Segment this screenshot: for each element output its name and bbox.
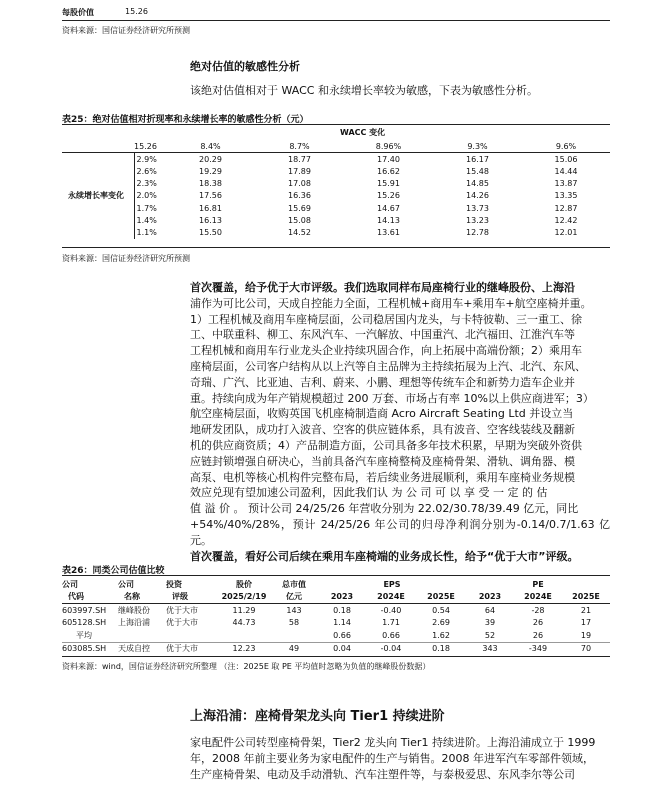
body-line: 机的供应商资质；4）产品制造方面，公司具备多年技术积累，早期为突破外资供 (190, 438, 582, 452)
wacc-header: WACC 变化 (340, 128, 386, 137)
growth-value: 2.0% (134, 190, 166, 202)
body-line: 效应兑现有望加速公司盈利，因此我们认 为 公 司 可 以 享 受 一 定 的 估 (190, 486, 548, 500)
body-line: 高泵、电机等核心机构件完整布局，若后续业务进展顺利，乘用车座椅业务规模 (190, 470, 575, 484)
growth-value: 1.7% (134, 202, 166, 214)
cell: 16.81 (199, 203, 222, 213)
growth-value: 1.4% (134, 214, 166, 226)
cell: 优于大市 (166, 644, 198, 654)
cell: 343 (482, 644, 498, 654)
cell (166, 629, 218, 642)
header-row (62, 591, 610, 604)
cell: 14.67 (377, 203, 400, 213)
cell: 19.29 (199, 166, 222, 176)
cell: 1.14 (333, 618, 351, 628)
cell: 49 (288, 644, 300, 654)
cell: 优于大市 (166, 618, 198, 628)
body-paragraph (190, 280, 610, 564)
cell: 12.23 (232, 644, 256, 654)
cell (270, 629, 318, 642)
cell: 20.29 (199, 154, 222, 164)
cell: 0.66 (333, 630, 351, 640)
wacc-value: 8.4% (200, 141, 221, 151)
table-row (62, 165, 610, 177)
cell: 44.73 (232, 618, 256, 628)
cell: 13.87 (554, 179, 578, 189)
source-note: 资料来源：wind，国信证券经济研究所整理 （注：2025E 取 PE 平均值时忽略为负值的继峰股份数据） (62, 662, 431, 671)
source-note: 资料来源：国信证券经济研究所预测 (62, 26, 190, 35)
cell (118, 629, 166, 642)
cell: 1.71 (382, 618, 400, 628)
cell: 1.62 (432, 630, 450, 640)
cell: -28 (531, 605, 545, 615)
cell: 14.52 (288, 227, 311, 237)
body-line: 年，2008 年前主要业务为家电配件的生产与销售。2008 年进军汽车零部件领域， (190, 751, 594, 765)
col-header: 2024E (524, 592, 552, 602)
cell: 603085.SH (62, 644, 107, 654)
cell: 26 (532, 630, 544, 640)
cell: -0.40 (380, 605, 402, 615)
cell (218, 629, 270, 642)
cell: 15.06 (554, 154, 578, 164)
col-header: 2025/2/19 (221, 592, 267, 602)
cell: 17.40 (377, 154, 400, 164)
cell: 平均 (76, 630, 92, 640)
cell: 15.08 (288, 215, 311, 225)
cell: 上海沿浦 (118, 618, 150, 628)
cell: 15.48 (466, 166, 489, 176)
cell: 0.66 (382, 630, 400, 640)
col-header: 名称 (124, 592, 140, 602)
col-header-eps: EPS (383, 579, 401, 589)
table-row (62, 214, 610, 226)
wacc-value: 9.6% (555, 141, 577, 151)
table-row (62, 202, 610, 214)
body-line: 座椅层面，公司客户结构从以上汽等自主品牌为主持续拓展为上汽、北汽、东风、 (190, 359, 586, 373)
table-top-rule (62, 124, 610, 125)
growth-value: 2.3% (134, 178, 166, 190)
table-bottom-rule (62, 656, 610, 657)
body-line: 浦作为可比公司，天成自控能力全面，工程机械+商用车+乘用车+航空座椅并重。 (190, 296, 592, 310)
cell: 16.62 (377, 166, 400, 176)
body-line: 首次覆盖，看好公司后续在乘用车座椅端的业务成长性，给予“优于大市”评级。 (190, 549, 579, 563)
cell: 12.42 (554, 215, 578, 225)
cell: -0.04 (380, 644, 402, 654)
col-header: 2023 (478, 592, 502, 602)
body-line: 首次覆盖，给予优于大市评级。我们选取同样布局座椅行业的继峰股份、上海沿 (190, 281, 575, 294)
cell: 17.08 (288, 179, 311, 189)
table-row (62, 617, 610, 630)
body-line: 家电配件公司转型座椅骨架，Tier2 龙头向 Tier1 持续进阶。上海沿浦成立于 1999 (190, 736, 596, 749)
body-line: 值 溢 价 。 预计公司 24/25/26 年营收分别为 22.02/30.78/39.49 亿元，同比 (190, 502, 579, 516)
col-header: 2025E (427, 592, 455, 602)
cell: 0.04 (333, 644, 351, 654)
cell: 13.23 (466, 215, 489, 225)
table-row (62, 190, 610, 202)
col-header-pe: PE (532, 579, 544, 589)
cell: 15.50 (199, 227, 222, 237)
cell: 0.18 (333, 605, 351, 615)
table-row (62, 604, 610, 617)
body-line: 航空座椅层面，收购英国飞机座椅制造商 Acro Aircraft Seating Ltd 并设立当 (190, 407, 574, 421)
cell: 14.44 (554, 166, 578, 176)
source-note: 资料来源：国信证券经济研究所预测 (62, 254, 190, 263)
cell: 18.38 (199, 179, 222, 189)
section-heading: 绝对估值的敏感性分析 (190, 60, 300, 73)
col-header: 2023 (330, 592, 354, 602)
wacc-value: 8.7% (289, 141, 310, 151)
intro-text: 该绝对估值相对于 WACC 和永续增长率较为敏感，下表为敏感性分析。 (190, 84, 538, 97)
cell: 15.91 (377, 179, 400, 189)
cell: 16.17 (466, 154, 489, 164)
cell: 12.01 (554, 227, 578, 237)
col-header: 总市值 (282, 579, 306, 589)
body-line: 1）工程机械及商用车座椅层面，公司稳居国内龙头，与卡特彼勒、三一重工、徐 (190, 312, 582, 326)
section2-paragraph (190, 735, 610, 782)
body-line: 应链封锁增强自研决心，当前具备汽车座椅整椅及座椅骨架、滑轨、调角器、模 (190, 454, 575, 468)
body-line: 重。持续向成为年产销规模超过 200 万套、市场占有率 10%以上供应商进军；3） (190, 391, 594, 405)
body-line: 工、中联重科、柳工、东风汽车、一汽解放、中国重汽、北汽福田、江淮汽车等 (190, 328, 575, 342)
cell: 58 (288, 618, 300, 628)
sensitivity-table (62, 140, 610, 239)
body-line: 工程机械和商用车行业龙头企业持续巩固合作，向上拓展中高端份额；2）乘用车 (190, 344, 582, 358)
peer-valuation-table (62, 578, 610, 655)
cell: 12.87 (554, 203, 578, 213)
cell: 17.89 (288, 166, 311, 176)
body-line: 地研发团队，成功打入波音、空客的供应链体系，具有波音、空客线装线及翻新 (190, 423, 575, 437)
wacc-value: 8.96% (375, 141, 402, 151)
cell: 39 (484, 618, 496, 628)
cell: 2.69 (432, 618, 450, 628)
cell: 11.29 (232, 605, 256, 615)
cell: 12.78 (466, 227, 489, 237)
cell: 17.56 (199, 191, 222, 201)
corner-value: 15.26 (134, 141, 157, 151)
top-row-label: 每股价值 (62, 8, 94, 17)
cell: 143 (286, 605, 302, 615)
table-row (62, 226, 610, 238)
divider (62, 20, 610, 21)
cell: 70 (580, 644, 592, 654)
col-header: 2024E (377, 592, 405, 602)
cell: 优于大市 (166, 605, 198, 615)
table-row (62, 629, 610, 642)
table-caption: 表25：绝对估值相对折现率和永续增长率的敏感性分析（元） (62, 115, 309, 125)
col-header: 公司 (118, 579, 134, 589)
wacc-value: 9.3% (467, 141, 488, 151)
growth-value: 2.9% (134, 153, 166, 166)
cell: 13.73 (466, 203, 489, 213)
body-line: 生产座椅骨架、电动及手动滑轨、汽车注塑件等，与泰极爱思、东风李尔等公司 (190, 767, 575, 781)
table-top-rule (62, 575, 610, 576)
col-header: 公司 (62, 579, 78, 589)
cell: 14.85 (466, 179, 489, 189)
cell: 18.77 (288, 154, 311, 164)
col-header: 2025E (572, 592, 600, 602)
body-line: 奇瑞、广汽、比亚迪、吉利、蔚来、小鹏、理想等传统车企和新势力造车企业并 (190, 375, 575, 389)
table-bottom-rule (62, 247, 610, 248)
cell: 605128.SH (62, 618, 107, 628)
cell: 0.18 (432, 644, 450, 654)
cell: 17 (580, 618, 592, 628)
cell: 天成自控 (118, 644, 150, 654)
growth-value: 2.6% (134, 165, 166, 177)
table-caption: 表26：同类公司估值比较 (62, 566, 165, 576)
cell: 15.26 (377, 191, 400, 201)
cell: 13.35 (554, 191, 578, 201)
table-row (62, 642, 610, 655)
col-header: 亿元 (286, 592, 302, 602)
col-header: 股价 (236, 579, 252, 589)
col-header: 评级 (172, 592, 188, 602)
table-row (62, 178, 610, 190)
cell: 14.13 (377, 215, 400, 225)
cell: 64 (484, 605, 496, 615)
cell: 52 (484, 630, 496, 640)
body-line: +54%/40%/28%，预计 24/25/26 年公司的归母净利润分别为-0.14/0.7/1.63 亿元。 (190, 517, 610, 547)
cell: 26 (532, 618, 544, 628)
col-header: 代码 (68, 592, 84, 602)
cell: 13.61 (377, 227, 400, 237)
row-header: 永续增长率变化 (68, 191, 124, 201)
cell: 继峰股份 (118, 605, 150, 615)
cell: -349 (528, 644, 548, 654)
growth-value: 1.1% (134, 226, 166, 238)
header-row (62, 578, 610, 591)
section-heading: 上海沿浦：座椅骨架龙头向 Tier1 持续进阶 (190, 709, 445, 724)
cell: 603997.SH (62, 605, 107, 615)
cell: 0.54 (432, 605, 450, 615)
col-header: 投资 (166, 579, 182, 589)
top-row-value: 15.26 (125, 7, 148, 16)
cell: 14.26 (466, 191, 489, 201)
wacc-row (62, 140, 610, 153)
table-row (62, 153, 610, 166)
cell: 21 (580, 605, 592, 615)
cell: 19 (580, 630, 592, 640)
cell: 16.36 (288, 191, 311, 201)
cell: 16.13 (199, 215, 222, 225)
cell: 15.69 (288, 203, 311, 213)
